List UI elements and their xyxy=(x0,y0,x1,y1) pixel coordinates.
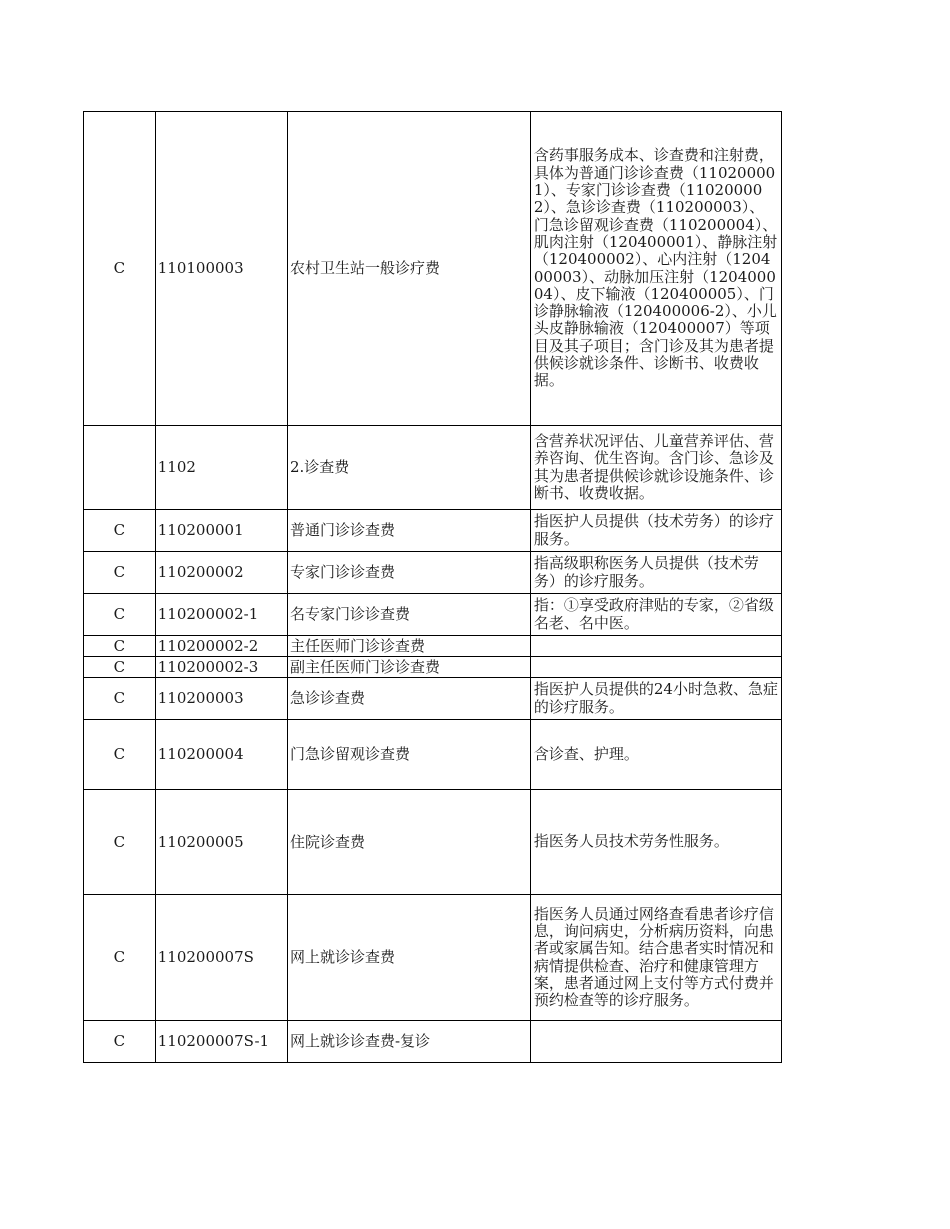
category-cell xyxy=(84,426,156,510)
description-cell: 指医护人员提供的24小时急救、急症的诊疗服务。 xyxy=(530,678,781,720)
category-cell: C xyxy=(84,636,156,657)
category-cell: C xyxy=(84,657,156,678)
code-cell: 110200003 xyxy=(155,678,287,720)
name-cell: 副主任医师门诊诊查费 xyxy=(287,657,530,678)
code-cell: 110200007S xyxy=(155,895,287,1021)
fee-table xyxy=(83,111,782,1063)
name-cell: 名专家门诊诊查费 xyxy=(287,594,530,636)
table-row xyxy=(84,510,782,552)
name-cell: 农村卫生站一般诊疗费 xyxy=(287,112,530,426)
code-cell: 110100003 xyxy=(155,112,287,426)
category-cell: C xyxy=(84,678,156,720)
category-cell: C xyxy=(84,594,156,636)
category-cell: C xyxy=(84,895,156,1021)
name-cell: 急诊诊查费 xyxy=(287,678,530,720)
description-cell: 指高级职称医务人员提供（技术劳务）的诊疗服务。 xyxy=(530,552,781,594)
code-cell: 110200002-3 xyxy=(155,657,287,678)
description-cell: 指：①享受政府津贴的专家，②省级名老、名中医。 xyxy=(530,594,781,636)
name-cell: 网上就诊诊查费-复诊 xyxy=(287,1021,530,1063)
name-cell: 2.诊查费 xyxy=(287,426,530,510)
description-cell: 指医护人员提供（技术劳务）的诊疗服务。 xyxy=(530,510,781,552)
description-cell xyxy=(530,657,781,678)
table-row xyxy=(84,112,782,426)
table-row xyxy=(84,552,782,594)
category-cell: C xyxy=(84,510,156,552)
category-cell: C xyxy=(84,790,156,895)
code-cell: 110200001 xyxy=(155,510,287,552)
description-cell: 指医务人员技术劳务性服务。 xyxy=(530,790,781,895)
name-cell: 普通门诊诊查费 xyxy=(287,510,530,552)
table-row xyxy=(84,657,782,678)
description-cell: 含营养状况评估、儿童营养评估、营养咨询、优生咨询。含门诊、急诊及其为患者提供候诊就诊设施条件、诊断书、收费收据。 xyxy=(530,426,781,510)
table-row xyxy=(84,636,782,657)
table-row xyxy=(84,720,782,790)
category-cell: C xyxy=(84,1021,156,1063)
code-cell: 110200002-2 xyxy=(155,636,287,657)
category-cell: C xyxy=(84,720,156,790)
code-cell: 1102 xyxy=(155,426,287,510)
table-row xyxy=(84,895,782,1021)
description-cell xyxy=(530,636,781,657)
code-cell: 110200004 xyxy=(155,720,287,790)
description-cell: 含诊查、护理。 xyxy=(530,720,781,790)
table-row xyxy=(84,790,782,895)
table-row xyxy=(84,426,782,510)
code-cell: 110200002-1 xyxy=(155,594,287,636)
name-cell: 专家门诊诊查费 xyxy=(287,552,530,594)
table-row xyxy=(84,594,782,636)
name-cell: 住院诊查费 xyxy=(287,790,530,895)
name-cell: 网上就诊诊查费 xyxy=(287,895,530,1021)
description-cell: 指医务人员通过网络查看患者诊疗信息，询问病史，分析病历资料，向患者或家属告知。结合患者实时情况和病情提供检查、治疗和健康管理方案，患者通过网上支付等方式付费并预约检查等的诊疗服务。 xyxy=(530,895,781,1021)
name-cell: 门急诊留观诊查费 xyxy=(287,720,530,790)
name-cell: 主任医师门诊诊查费 xyxy=(287,636,530,657)
description-cell: 含药事服务成本、诊查费和注射费，具体为普通门诊诊查费（110200001）、专家门诊诊查费（110200002）、急诊诊查费（110200003）、门急诊留观诊查费（110200004）、肌肉注射（120400001）、静脉注射（120400002）、心内注射（120400003）、动脉加压注射（120400004）、皮下输液（120400005）、门诊静脉输液（120400006-2）、小儿头皮静脉输液（120400007）等项目及其子项目；含门诊及其为患者提供候诊就诊条件、诊断书、收费收据。 xyxy=(530,112,781,426)
description-cell xyxy=(530,1021,781,1063)
code-cell: 110200002 xyxy=(155,552,287,594)
table-row xyxy=(84,1021,782,1063)
category-cell: C xyxy=(84,112,156,426)
table-row xyxy=(84,678,782,720)
category-cell: C xyxy=(84,552,156,594)
code-cell: 110200007S-1 xyxy=(155,1021,287,1063)
code-cell: 110200005 xyxy=(155,790,287,895)
